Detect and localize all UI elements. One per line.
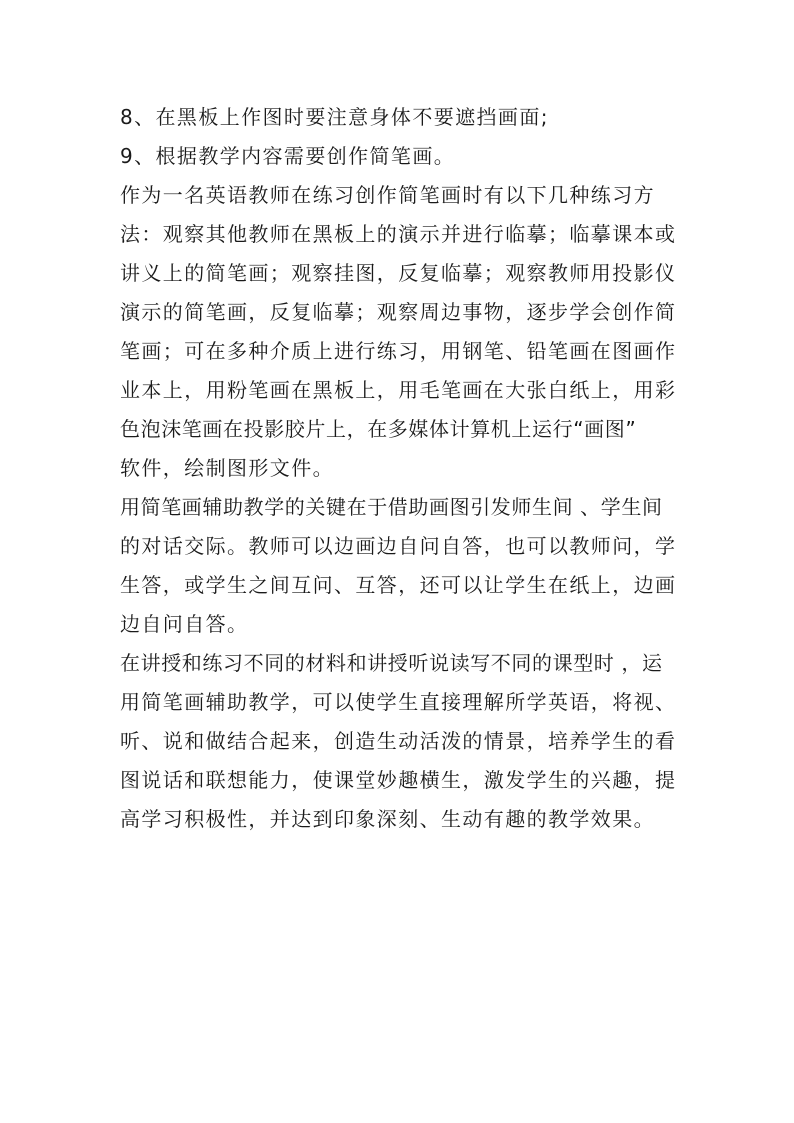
paragraph-line: 讲义上的简笔画；观察挂图，反复临摹；观察教师用投影仪 [120, 261, 677, 285]
paragraph-line: 业本上，用粉笔画在黑板上，用毛笔画在大张白纸上，用彩 [120, 378, 677, 402]
paragraph-line: 法：观察其他教师在黑板上的演示并进行临摹；临摹课本或 [120, 222, 677, 246]
paragraph-line: 软件，绘制图形文件。 [120, 456, 334, 480]
paragraph-line: 生答，或学生之间互问、互答，还可以让学生在纸上，边画 [120, 573, 677, 597]
paragraph-line: 用简笔画辅助教学的关键在于借助画图引发师生间 、学生间 [120, 495, 663, 519]
paragraph-line: 演示的简笔画，反复临摹；观察周边事物，逐步学会创作简 [120, 300, 677, 324]
paragraph-line: 笔画；可在多种介质上进行练习，用钢笔、铅笔画在图画作 [120, 339, 677, 363]
paragraph-line: 的对话交际。教师可以边画边自问自答，也可以教师问，学 [120, 534, 677, 558]
paragraph-line: 边自问自答。 [120, 612, 249, 636]
list-item-8: 8、在黑板上作图时要注意身体不要遮挡画面; [120, 105, 549, 129]
paragraph-line: 作为一名英语教师在练习创作简笔画时有以下几种练习方 [120, 183, 655, 207]
list-item-9: 9、根据教学内容需要创作简笔画。 [120, 144, 456, 168]
document-body [120, 98, 682, 839]
paragraph-line: 高学习积极性，并达到印象深刻、生动有趣的教学效果。 [120, 807, 655, 831]
paragraph-line: 图说话和联想能力，使课堂妙趣横生，激发学生的兴趣，提 [120, 768, 677, 792]
paragraph-line: 听、说和做结合起来，创造生动活泼的情景，培养学生的看 [120, 729, 677, 753]
paragraph-line: 在讲授和练习不同的材料和讲授听说读写不同的课型时 ，运 [120, 651, 663, 675]
paragraph-line: 色泡沫笔画在投影胶片上，在多媒体计算机上运行“画图” [120, 417, 637, 441]
paragraph-line: 用简笔画辅助教学，可以使学生直接理解所学英语，将视、 [120, 690, 677, 714]
